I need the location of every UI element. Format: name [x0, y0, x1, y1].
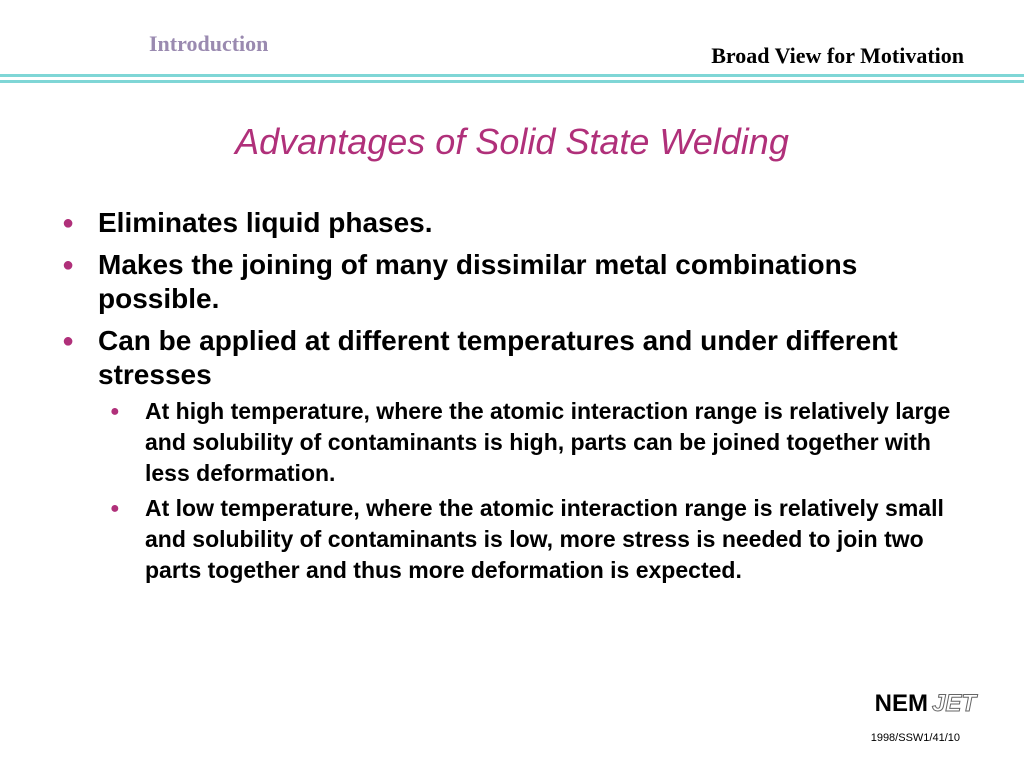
subbullet-dot-icon: ● — [110, 403, 120, 420]
slide-title: Advantages of Solid State Welding — [235, 121, 789, 162]
bullet-dot-icon: ● — [62, 330, 75, 352]
bullet-text: Makes the joining of many dissimilar metal combinations possible. — [98, 249, 858, 314]
bullet-item — [60, 248, 960, 316]
bullet-item — [60, 324, 960, 392]
brand-bold-text: NEM — [874, 690, 928, 717]
subbullet-item — [60, 396, 960, 489]
brand-logo — [875, 690, 976, 718]
brand-outline-text: JET — [931, 690, 976, 717]
bullet-text: Can be applied at different temperatures and under different stresses — [98, 325, 898, 390]
bullet-dot-icon: ● — [62, 254, 75, 276]
slide-topic: Broad View for Motivation — [711, 43, 964, 68]
bullet-text: Eliminates liquid phases. — [98, 207, 433, 238]
subbullet-dot-icon: ● — [110, 500, 120, 517]
bullet-list — [60, 206, 960, 590]
subbullet-text: At low temperature, where the atomic interaction range is relatively small and solubility of contaminants is low, more stress is needed to join two parts together and thus more deformation is expected. — [145, 495, 944, 583]
subbullet-text: At high temperature, where the atomic interaction range is relatively large and solubility of contaminants is high, parts can be joined together with less deformation. — [145, 398, 951, 486]
bullet-dot-icon: ● — [62, 212, 75, 234]
slide-code: 1998/SSW1/41/10 — [870, 732, 960, 744]
section-label: Introduction — [149, 31, 269, 56]
subbullet-item — [60, 493, 960, 586]
bullet-item — [60, 206, 960, 240]
header-divider — [0, 74, 1024, 83]
